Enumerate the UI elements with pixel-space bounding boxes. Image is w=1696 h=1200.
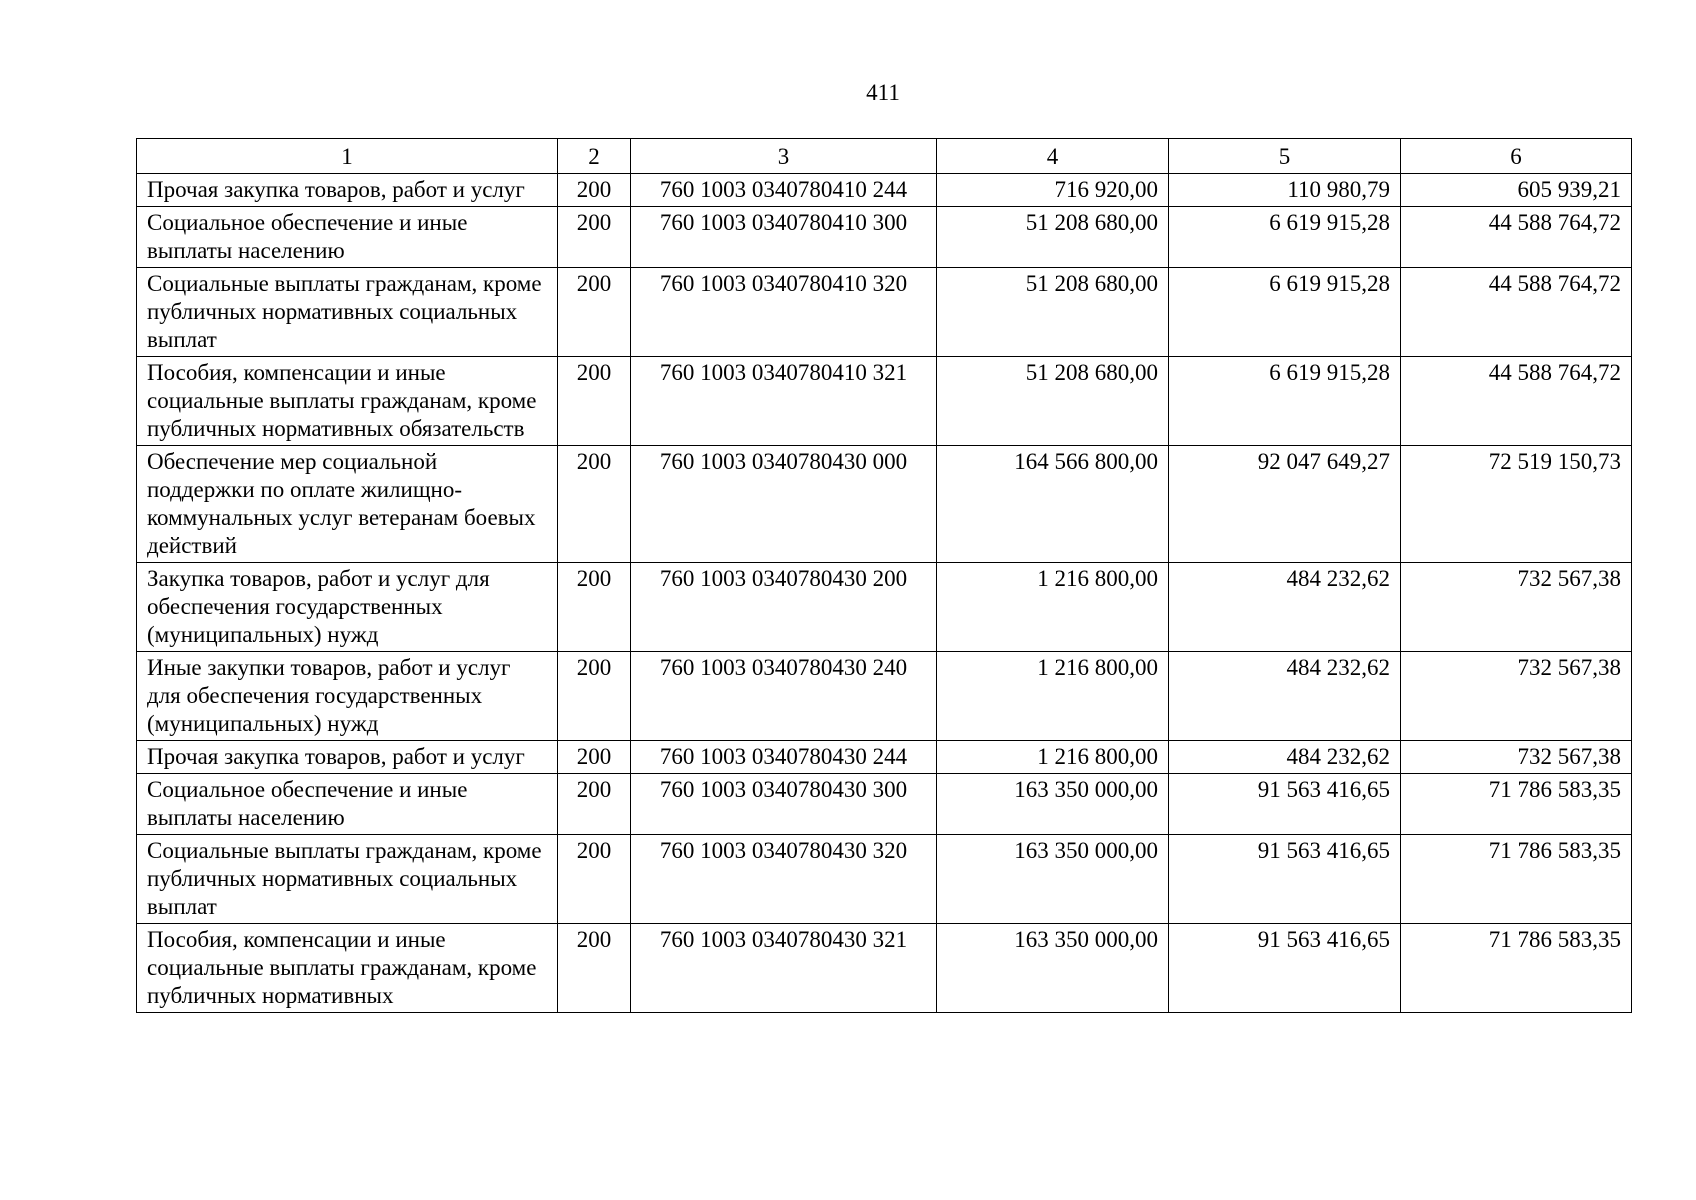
table-row	[137, 835, 1632, 924]
row-name: Закупка товаров, работ и услуг для обеспечения государственных (муниципальных) нужд	[137, 563, 558, 652]
row-value-4: 51 208 680,00	[937, 268, 1169, 357]
row-name: Социальные выплаты гражданам, кроме публичных нормативных социальных выплат	[137, 835, 558, 924]
row-value-6: 44 588 764,72	[1401, 268, 1632, 357]
row-name: Пособия, компенсации и иные социальные выплаты гражданам, кроме публичных нормативных обязательств	[137, 357, 558, 446]
page-number: 411	[866, 80, 900, 105]
row-name: Иные закупки товаров, работ и услуг для обеспечения государственных (муниципальных) нужд	[137, 652, 558, 741]
row-value-6: 605 939,21	[1401, 174, 1632, 207]
row-value-5: 6 619 915,28	[1169, 357, 1401, 446]
row-classification-code: 760 1003 0340780430 244	[631, 741, 937, 774]
row-code: 200	[558, 835, 631, 924]
table-row	[137, 446, 1632, 563]
table-header-row	[137, 139, 1632, 174]
row-value-6: 44 588 764,72	[1401, 207, 1632, 268]
row-value-4: 164 566 800,00	[937, 446, 1169, 563]
budget-execution-table	[136, 138, 1632, 1013]
row-value-4: 163 350 000,00	[937, 835, 1169, 924]
row-name: Прочая закупка товаров, работ и услуг	[137, 741, 558, 774]
row-classification-code: 760 1003 0340780430 320	[631, 835, 937, 924]
row-code: 200	[558, 268, 631, 357]
row-code: 200	[558, 207, 631, 268]
column-header-6: 6	[1401, 139, 1632, 174]
row-classification-code: 760 1003 0340780430 200	[631, 563, 937, 652]
row-value-5: 484 232,62	[1169, 652, 1401, 741]
row-value-5: 91 563 416,65	[1169, 835, 1401, 924]
column-header-3: 3	[631, 139, 937, 174]
row-classification-code: 760 1003 0340780430 300	[631, 774, 937, 835]
row-value-6: 44 588 764,72	[1401, 357, 1632, 446]
row-value-4: 1 216 800,00	[937, 652, 1169, 741]
row-value-4: 1 216 800,00	[937, 741, 1169, 774]
table-row	[137, 741, 1632, 774]
row-code: 200	[558, 741, 631, 774]
row-value-4: 163 350 000,00	[937, 924, 1169, 1013]
table-row	[137, 268, 1632, 357]
row-value-5: 110 980,79	[1169, 174, 1401, 207]
row-code: 200	[558, 174, 631, 207]
column-header-1: 1	[137, 139, 558, 174]
row-code: 200	[558, 652, 631, 741]
column-header-4: 4	[937, 139, 1169, 174]
row-value-5: 484 232,62	[1169, 741, 1401, 774]
row-classification-code: 760 1003 0340780410 320	[631, 268, 937, 357]
row-value-6: 71 786 583,35	[1401, 924, 1632, 1013]
row-value-5: 6 619 915,28	[1169, 268, 1401, 357]
row-code: 200	[558, 446, 631, 563]
table-row	[137, 357, 1632, 446]
row-code: 200	[558, 357, 631, 446]
row-value-6: 732 567,38	[1401, 741, 1632, 774]
row-name: Обеспечение мер социальной поддержки по оплате жилищно-коммунальных услуг ветеранам боевых действий	[137, 446, 558, 563]
column-header-5: 5	[1169, 139, 1401, 174]
row-value-5: 91 563 416,65	[1169, 774, 1401, 835]
table-row	[137, 563, 1632, 652]
table-row	[137, 652, 1632, 741]
row-value-5: 484 232,62	[1169, 563, 1401, 652]
row-value-6: 72 519 150,73	[1401, 446, 1632, 563]
row-name: Социальное обеспечение и иные выплаты населению	[137, 207, 558, 268]
row-classification-code: 760 1003 0340780410 321	[631, 357, 937, 446]
row-value-6: 71 786 583,35	[1401, 774, 1632, 835]
table-row	[137, 207, 1632, 268]
table-row	[137, 174, 1632, 207]
row-code: 200	[558, 924, 631, 1013]
row-value-4: 1 216 800,00	[937, 563, 1169, 652]
row-classification-code: 760 1003 0340780430 240	[631, 652, 937, 741]
table-row	[137, 774, 1632, 835]
row-value-6: 71 786 583,35	[1401, 835, 1632, 924]
row-classification-code: 760 1003 0340780410 244	[631, 174, 937, 207]
row-name: Пособия, компенсации и иные социальные выплаты гражданам, кроме публичных нормативных	[137, 924, 558, 1013]
row-value-6: 732 567,38	[1401, 652, 1632, 741]
row-classification-code: 760 1003 0340780430 000	[631, 446, 937, 563]
row-code: 200	[558, 563, 631, 652]
row-value-6: 732 567,38	[1401, 563, 1632, 652]
row-value-4: 163 350 000,00	[937, 774, 1169, 835]
table-row	[137, 924, 1632, 1013]
row-name: Прочая закупка товаров, работ и услуг	[137, 174, 558, 207]
row-value-4: 51 208 680,00	[937, 207, 1169, 268]
row-value-4: 716 920,00	[937, 174, 1169, 207]
row-name: Социальные выплаты гражданам, кроме публичных нормативных социальных выплат	[137, 268, 558, 357]
row-classification-code: 760 1003 0340780430 321	[631, 924, 937, 1013]
row-value-4: 51 208 680,00	[937, 357, 1169, 446]
row-value-5: 91 563 416,65	[1169, 924, 1401, 1013]
row-classification-code: 760 1003 0340780410 300	[631, 207, 937, 268]
row-code: 200	[558, 774, 631, 835]
row-value-5: 92 047 649,27	[1169, 446, 1401, 563]
row-value-5: 6 619 915,28	[1169, 207, 1401, 268]
row-name: Социальное обеспечение и иные выплаты населению	[137, 774, 558, 835]
column-header-2: 2	[558, 139, 631, 174]
